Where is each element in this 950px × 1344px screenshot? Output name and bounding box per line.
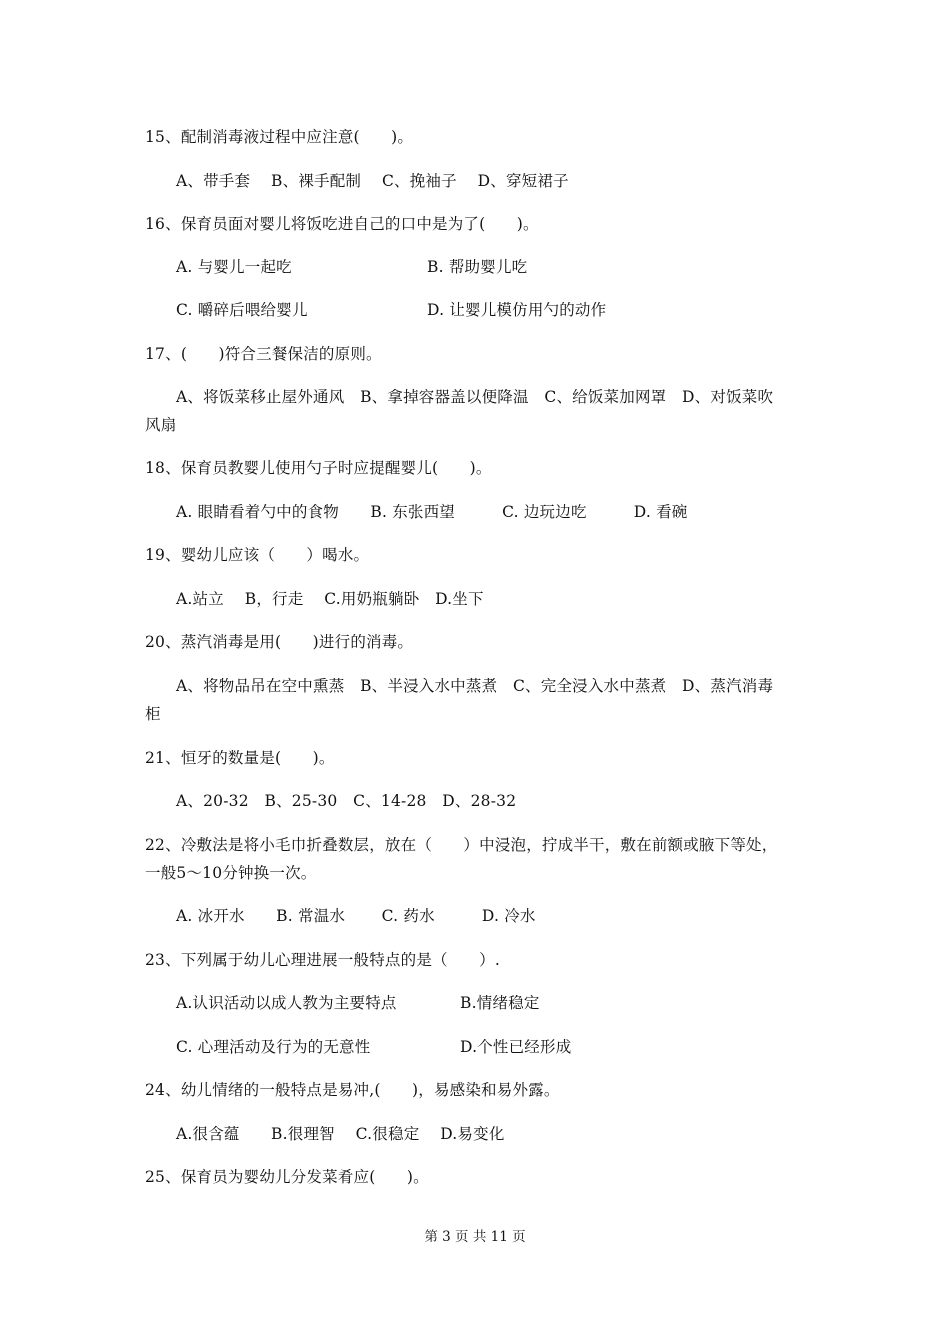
question-24-options: A.很含蕴 B.很理智 C.很稳定 D.易变化 xyxy=(176,1125,505,1143)
question-16-option-a: A. 与婴儿一起吃 xyxy=(176,258,292,276)
question-16-stem: 16、保育员面对婴儿将饭吃进自己的口中是为了( )。 xyxy=(145,215,539,233)
question-15-options: A、带手套 B、裸手配制 C、挽袖子 D、穿短裙子 xyxy=(176,172,569,190)
question-25-stem: 25、保育员为婴幼儿分发菜肴应( )。 xyxy=(145,1168,429,1186)
question-17-stem: 17、( )符合三餐保洁的原则。 xyxy=(145,345,382,363)
question-21-options: A、20-32 B、25-30 C、14-28 D、28-32 xyxy=(176,792,517,810)
question-17-options-wrap: 风扇 xyxy=(145,416,177,434)
question-21-stem: 21、恒牙的数量是( )。 xyxy=(145,749,335,767)
question-24-stem: 24、幼儿情绪的一般特点是易冲,( )，易感染和易外露。 xyxy=(145,1081,560,1099)
question-22-stem-cont: 一般5～10分钟换一次。 xyxy=(145,864,317,882)
question-16-option-d: D. 让婴儿模仿用勺的动作 xyxy=(427,301,607,319)
question-23-option-b: B.情绪稳定 xyxy=(460,994,540,1012)
question-20-stem: 20、蒸汽消毒是用( )进行的消毒。 xyxy=(145,633,414,651)
question-19-stem: 19、婴幼儿应该（ ）喝水。 xyxy=(145,546,370,564)
question-19-options: A.站立 B，行走 C.用奶瓶躺卧 D.坐下 xyxy=(176,590,484,608)
question-23-stem: 23、下列属于幼儿心理进展一般特点的是（ ）. xyxy=(145,951,500,969)
question-16-option-c: C. 嚼碎后喂给婴儿 xyxy=(176,301,308,319)
question-22-options: A. 冰开水 B. 常温水 C. 药水 D. 冷水 xyxy=(176,907,536,925)
question-20-options-wrap: 柜 xyxy=(145,705,161,723)
question-18-stem: 18、保育员教婴儿使用勺子时应提醒婴儿( )。 xyxy=(145,459,492,477)
question-23-option-d: D.个性已经形成 xyxy=(460,1038,572,1056)
question-23-option-a: A.认识活动以成人教为主要特点 xyxy=(176,994,397,1012)
page-footer: 第 3 页 共 11 页 xyxy=(424,1229,526,1245)
question-16-option-b: B. 帮助婴儿吃 xyxy=(427,258,528,276)
question-18-options: A. 眼睛看着勺中的食物 B. 东张西望 C. 边玩边吃 D. 看碗 xyxy=(176,503,688,521)
question-15-stem: 15、配制消毒液过程中应注意( )。 xyxy=(145,128,414,146)
question-22-stem: 22、冷敷法是将小毛巾折叠数层，放在（ ）中浸泡，拧成半干，敷在前额或腋下等处， xyxy=(145,836,778,854)
question-17-options: A、将饭菜移止屋外通风 B、拿掉容器盖以便降温 C、给饭菜加网罩 D、对饭菜吹 xyxy=(176,388,774,406)
question-20-options: A、将物品吊在空中熏蒸 B、半浸入水中蒸煮 C、完全浸入水中蒸煮 D、蒸汽消毒 xyxy=(176,677,774,695)
question-23-option-c: C. 心理活动及行为的无意性 xyxy=(176,1038,371,1056)
